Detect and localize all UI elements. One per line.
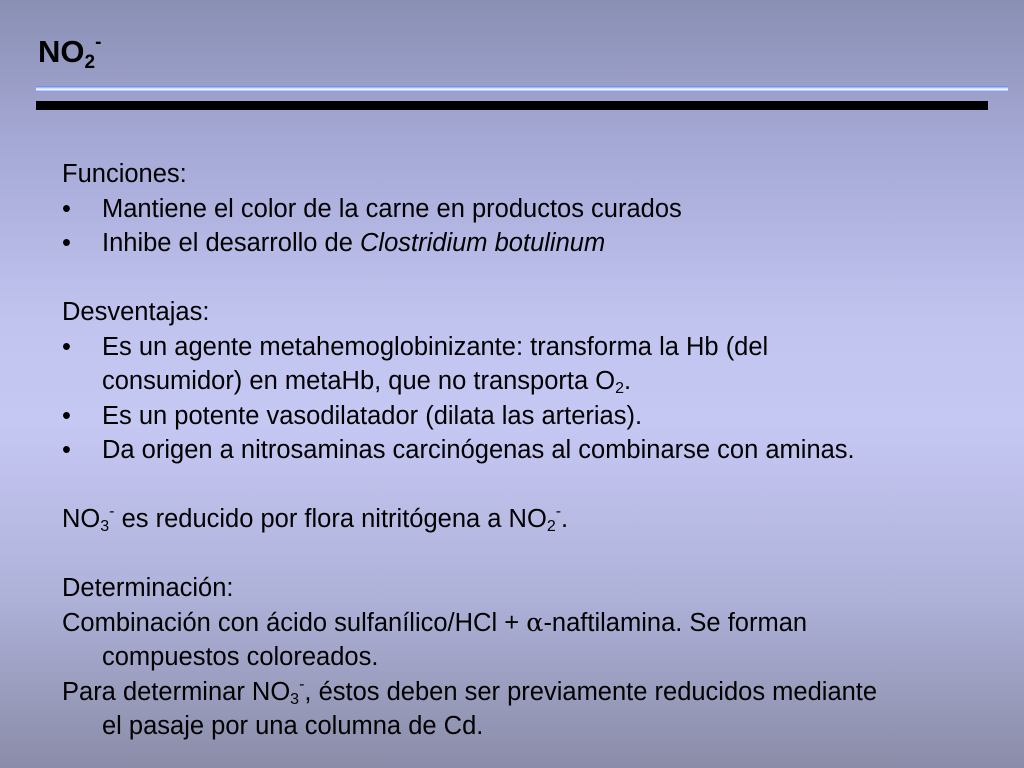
desventajas-item-1-line-1: Es un agente metahemoglobinizante: transforma la Hb (del bbox=[102, 332, 769, 361]
funciones-item-2-text: Inhibe el desarrollo de bbox=[102, 229, 361, 257]
title-superscript: - bbox=[95, 32, 102, 53]
funciones-item-1-text: Mantiene el color de la carne en productos curados bbox=[102, 194, 682, 223]
species-name: Clostridium botulinum bbox=[360, 229, 606, 257]
slide-title bbox=[38, 32, 101, 72]
determinacion-heading: Determinación: bbox=[62, 574, 234, 602]
desventajas-item-1-line-2: consumidor) en metaHb, que no transporta O bbox=[102, 367, 616, 395]
nitrate-subscript: 3 bbox=[100, 518, 110, 535]
nitrate-subscript: 3 bbox=[290, 690, 300, 708]
desventajas-item-3-text: Da origen a nitrosaminas carcinógenas al combinarse con aminas. bbox=[102, 436, 855, 464]
desventajas-item-1 bbox=[62, 330, 1002, 365]
determinacion-line-3-end: , éstos deben ser previamente reducidos mediante bbox=[304, 677, 878, 706]
slide-body bbox=[62, 157, 1002, 744]
title-subscript: 2 bbox=[84, 52, 96, 73]
desventajas-item-2 bbox=[62, 399, 1002, 434]
determinacion-line-1-end: -naftilamina. Se forman bbox=[543, 608, 808, 637]
oxygen-subscript: 2 bbox=[615, 380, 625, 397]
nitrate-superscript: - bbox=[299, 675, 305, 693]
bullet-icon: • bbox=[62, 401, 71, 430]
reduccion-statement bbox=[62, 502, 1002, 537]
spacer bbox=[62, 261, 1002, 296]
bullet-icon: • bbox=[62, 332, 71, 361]
reduccion-end: . bbox=[561, 505, 569, 533]
spacer bbox=[62, 468, 1002, 503]
reduccion-text: es reducido por flora nitritógena a NO bbox=[114, 505, 547, 533]
determinacion-line-4: el pasaje por una columna de Cd. bbox=[102, 712, 484, 740]
funciones-heading: Funciones: bbox=[62, 160, 187, 188]
determinacion-line-2: compuestos coloreados. bbox=[102, 643, 379, 671]
bullet-icon: • bbox=[62, 194, 71, 223]
nitrite-superscript: - bbox=[555, 503, 562, 520]
title-divider-black bbox=[36, 101, 988, 110]
desventajas-item-1-continuation bbox=[62, 364, 1002, 399]
desventajas-heading: Desventajas: bbox=[62, 298, 210, 326]
title-formula: NO bbox=[38, 34, 85, 69]
desventajas-item-1-end: . bbox=[624, 367, 632, 395]
determinacion-line-1 bbox=[62, 606, 1002, 641]
nitrate-formula: NO bbox=[62, 505, 101, 533]
nitrate-superscript: - bbox=[109, 503, 115, 520]
determinacion-line-3 bbox=[62, 675, 1002, 710]
determinacion-line-3-start: Para determinar NO bbox=[62, 677, 291, 706]
title-divider-blue bbox=[36, 86, 1008, 92]
bullet-icon: • bbox=[62, 229, 71, 257]
spacer bbox=[62, 537, 1002, 572]
nitrite-subscript: 2 bbox=[546, 518, 556, 535]
desventajas-item-2-text: Es un potente vasodilatador (dilata las arterias). bbox=[102, 401, 643, 430]
desventajas-item-3 bbox=[62, 433, 1002, 468]
funciones-item-1 bbox=[62, 192, 1002, 227]
funciones-item-2 bbox=[62, 226, 1002, 261]
determinacion-line-1-start: Combinación con ácido sulfanílico/HCl + bbox=[62, 608, 527, 637]
alpha-symbol: α bbox=[526, 607, 544, 638]
bullet-icon: • bbox=[62, 436, 71, 464]
